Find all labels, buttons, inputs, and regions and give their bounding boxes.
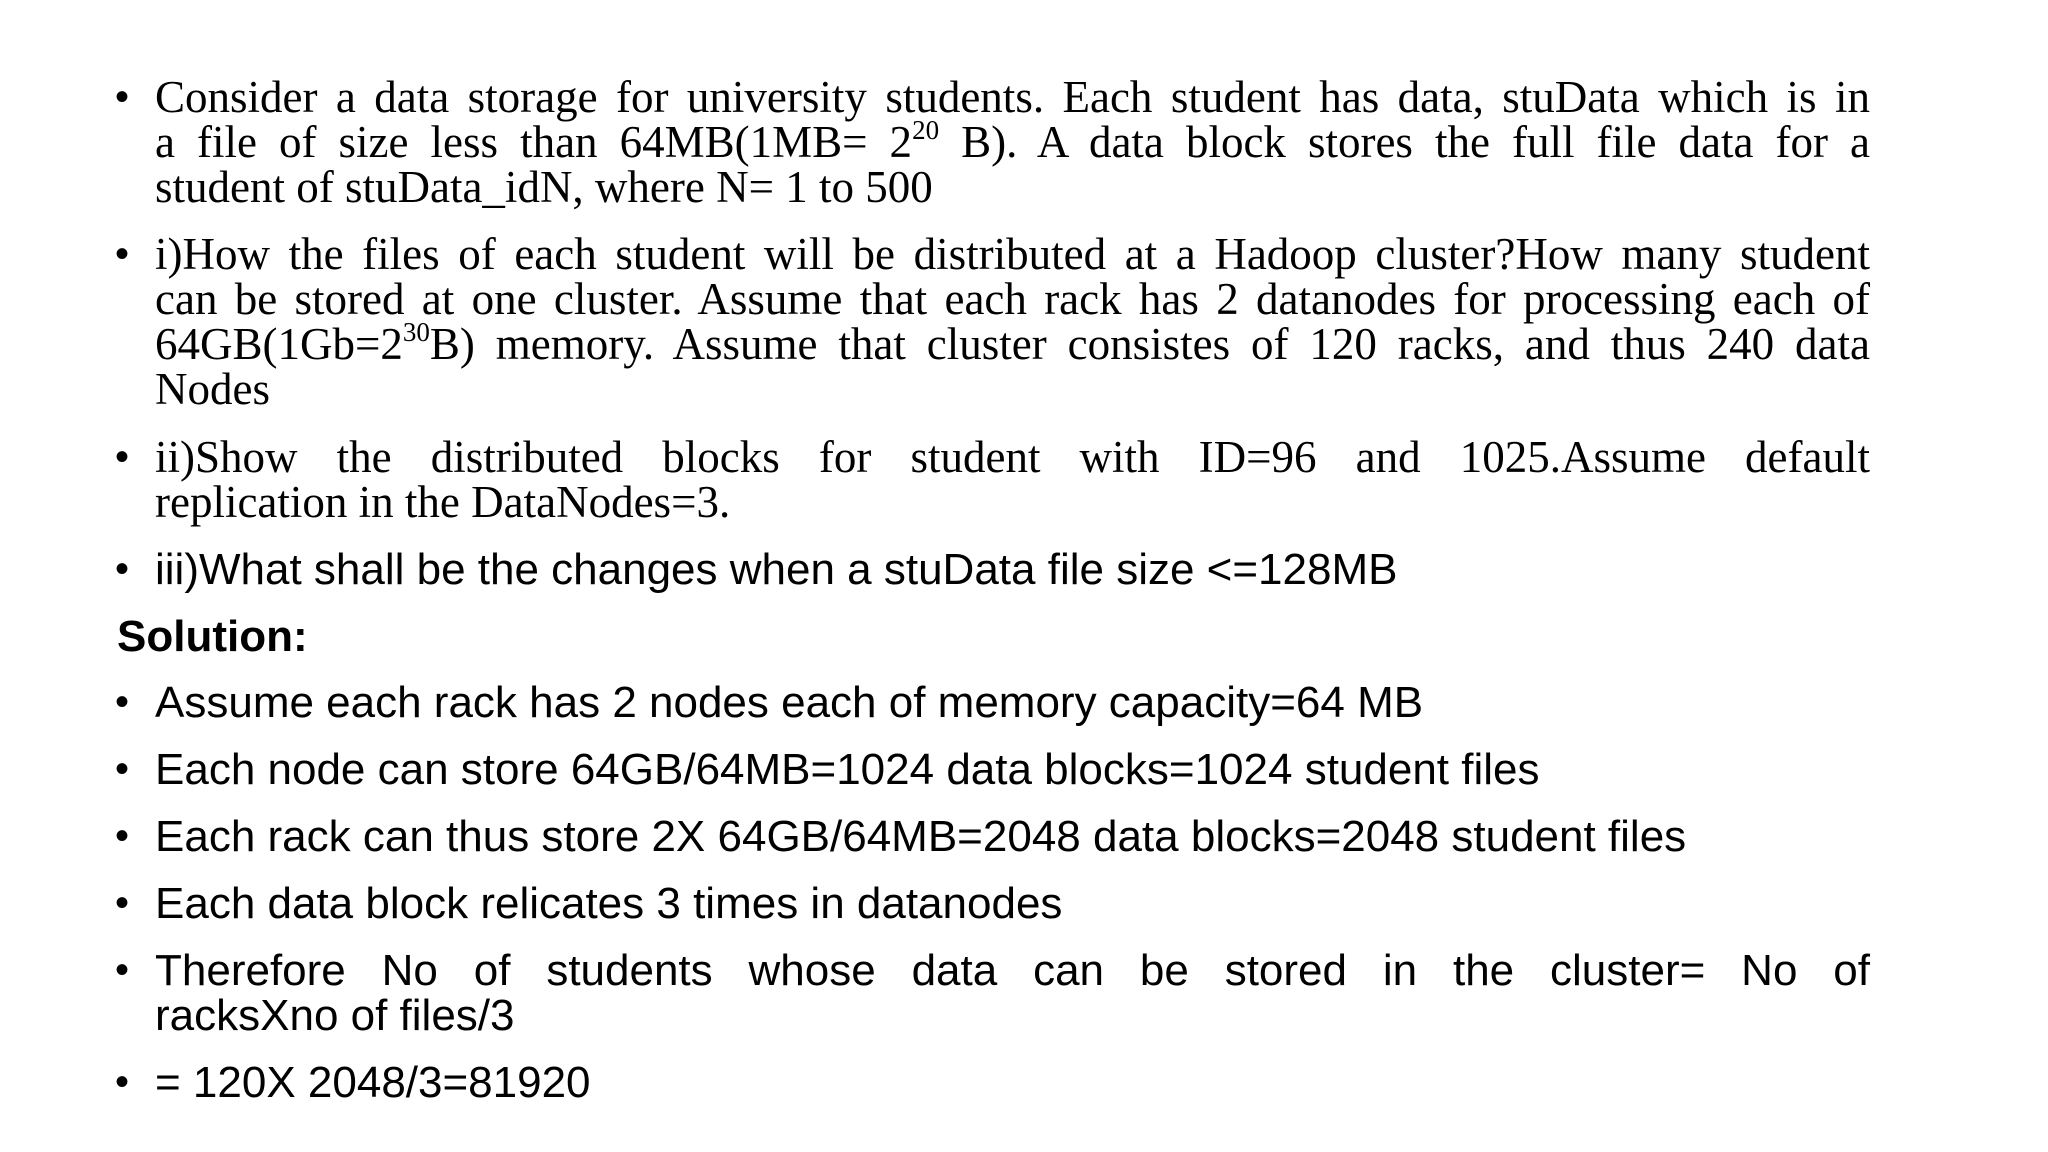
solution-point-1 [115,678,1870,727]
solution-point-2-text: Each node can store 64GB/64MB=1024 data blocks=1024 student files [155,745,1540,794]
superscript-20: 20 [912,115,940,145]
question-3 [115,545,1870,594]
solution-point-5-line-1: Therefore No of students whose data can be stored in the cluster= No of [155,946,1870,995]
bullet-icon: • [115,814,130,858]
solution-point-5-line-2: racksXno of files/3 [155,991,515,1040]
bullet-icon: • [115,435,130,479]
question-1-line-3-b: B) memory. Assume that cluster consistes of 120 racks, and thus 240 data [429,319,1870,369]
solution-point-1-text: Assume each rack has 2 nodes each of memory capacity=64 MB [155,678,1424,727]
solution-heading: Solution: [117,612,308,661]
question-intro-line-2-a: a file of size less than 64MB(1MB= 2 [155,117,913,167]
question-2-line-2: replication in the DataNodes=3. [155,477,731,527]
bullet-icon: • [115,232,130,276]
question-1-line-1: i)How the files of each student will be distributed at a Hadoop cluster?How many student [155,229,1870,279]
bullet-icon: • [115,1060,130,1104]
solution-point-5 [115,946,1870,1040]
solution-point-4 [115,879,1870,928]
question-intro-line-1: Consider a data storage for university students. Each student has data, stuData which is in [155,72,1870,122]
bullet-icon: • [115,881,130,925]
solution-point-3-text: Each rack can thus store 2X 64GB/64MB=2048 data blocks=2048 student files [155,812,1687,861]
solution-point-3 [115,812,1870,861]
solution-point-2 [115,745,1870,794]
question-3-line-1: iii)What shall be the changes when a stuData file size <=128MB [155,545,1398,594]
question-intro [115,72,1871,212]
bullet-icon: • [115,680,130,724]
bullet-icon: • [115,547,130,591]
question-1 [115,229,1870,414]
bullet-icon: • [115,747,130,791]
question-1-line-4: Nodes [155,364,270,414]
question-intro-line-2-b: B). A data block stores the full file data for a [939,117,1871,167]
solution-point-6 [115,1058,1870,1107]
superscript-30: 30 [402,317,430,347]
question-1-line-2: can be stored at one cluster. Assume that each rack has 2 datanodes for processing each of [155,274,1870,324]
bullet-icon: • [115,75,130,119]
question-1-line-3-a: 64GB(1Gb=2 [155,319,403,369]
question-2 [115,432,1870,527]
bullet-icon: • [115,948,130,992]
question-1-line-3 [155,317,1870,369]
solution-point-6-text: = 120X 2048/3=81920 [155,1058,591,1107]
question-intro-line-3: student of stuData_idN, where N= 1 to 500 [155,162,933,212]
solution-point-4-text: Each data block relicates 3 times in datanodes [155,879,1063,928]
question-intro-line-2 [155,115,1871,167]
question-2-line-1: ii)Show the distributed blocks for student with ID=96 and 1025.Assume default [155,432,1870,482]
